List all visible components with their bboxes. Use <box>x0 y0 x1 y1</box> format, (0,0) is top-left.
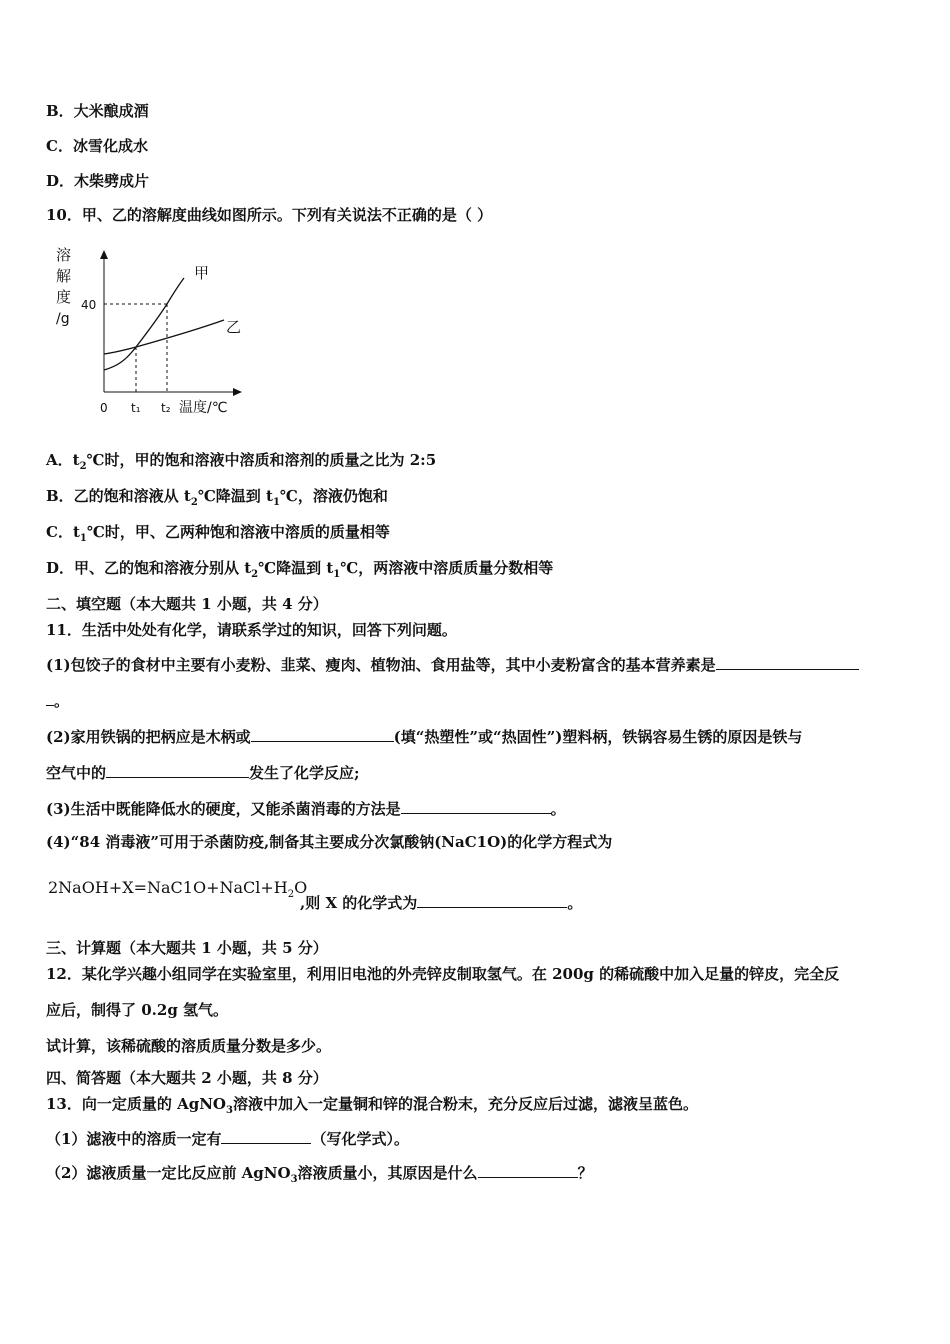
answer-blank[interactable] <box>46 690 54 706</box>
option-d-q9: D．木柴劈成片 <box>46 172 150 190</box>
y-tick-40: 40 <box>81 298 97 312</box>
answer-blank[interactable] <box>401 798 551 814</box>
option-b-q9: B．大米酿成酒 <box>46 102 149 120</box>
question-10-stem: 10．甲、乙的溶解度曲线如图所示。下列有关说法不正确的是（ ） <box>46 206 493 224</box>
question-12-line-1: 12．某化学兴趣小组同学在实验室里，利用旧电池的外壳锌皮制取氢气。在 200g 的稀硫酸中加入足量的锌皮，完全反 <box>46 965 840 983</box>
answer-blank[interactable] <box>251 726 394 742</box>
question-13-stem: 13．向一定质量的 AgNO$_3$溶液中加入一定量铜和锌的混合粉末，充分反应后过滤，滤液呈蓝色。 <box>46 1095 698 1116</box>
section-3-heading: 三、计算题（本大题共 1 小题，共 5 分） <box>46 939 328 957</box>
q11-part-4: (4)“84 消毒液”可用于杀菌防疫,制备其主要成分次氯酸钠(NaC1O)的化学方程式为 <box>46 833 613 851</box>
answer-blank[interactable] <box>106 762 249 778</box>
t1-label: t₁ <box>131 401 141 415</box>
section-4-heading: 四、简答题（本大题共 2 小题，共 8 分） <box>46 1069 328 1087</box>
q11-part-2-cont: 空气中的 发生了化学反应; <box>46 764 360 782</box>
chemical-equation: $2NaOH+X=NaC1O+NaCl+H_2O$ <box>48 878 308 901</box>
question-11-stem: 11．生活中处处有化学，请联系学过的知识，回答下列问题。 <box>46 621 457 639</box>
y-label-unit: /g <box>56 311 70 327</box>
section-2-heading: 二、填空题（本大题共 1 小题，共 4 分） <box>46 595 328 613</box>
curve-yi <box>104 320 224 354</box>
x-axis-arrow <box>233 388 242 396</box>
answer-blank[interactable] <box>221 1128 311 1144</box>
answer-blank[interactable] <box>417 892 567 908</box>
q10-option-a: A．$t_2℃$时，甲的饱和溶液中溶质和溶剂的质量之比为 2:5 <box>46 451 437 472</box>
y-label-char-2: 解 <box>56 267 72 285</box>
curve-yi-label: 乙 <box>226 318 242 336</box>
curve-jia <box>104 278 184 370</box>
q13-part-2: （2）滤液质量一定比反应前 AgNO$_3$溶液质量小，其原因是什么 ？ <box>46 1164 593 1185</box>
q10-option-b: B．乙的饱和溶液从 $t_2℃$降温到 $t_1℃$，溶液仍饱和 <box>46 487 388 508</box>
option-c-q9: C．冰雪化成水 <box>46 137 148 155</box>
y-label-char-3: 度 <box>56 288 72 306</box>
answer-blank[interactable] <box>478 1162 578 1178</box>
q11-part-2: (2)家用铁锅的把柄应是木柄或 (填“热塑性”或“热固性”)塑料柄，铁锅容易生锈的原因是铁与 <box>46 728 803 746</box>
x-axis-label: 温度/℃ <box>179 400 228 416</box>
q11-part-1-end: 。 <box>46 690 69 711</box>
curve-jia-label: 甲 <box>194 264 210 282</box>
question-12-line-3: 试计算，该稀硫酸的溶质质量分数是多少。 <box>46 1037 332 1055</box>
answer-blank[interactable] <box>716 654 859 670</box>
y-axis-arrow <box>100 250 108 259</box>
q10-option-d: D．甲、乙的饱和溶液分别从 $t_2℃$降温到 $t_1℃$，两溶液中溶质质量分数相等 <box>46 559 554 580</box>
question-12-line-2: 应后，制得了 0.2g 氢气。 <box>46 1001 229 1019</box>
q10-option-c: C．$t_1℃$时，甲、乙两种饱和溶液中溶质的质量相等 <box>46 523 390 544</box>
q11-part-4-question: ,则 X 的化学式为 。 <box>300 894 583 912</box>
q13-part-1: （1）滤液中的溶质一定有 （写化学式）。 <box>46 1130 409 1148</box>
origin-label: 0 <box>100 401 108 415</box>
solubility-graph <box>46 242 256 422</box>
q11-part-3: (3)生活中既能降低水的硬度，又能杀菌消毒的方法是 。 <box>46 800 566 818</box>
t2-label: t₂ <box>161 401 171 415</box>
y-label-char-1: 溶 <box>56 246 72 264</box>
q11-part-1: (1)包饺子的食材中主要有小麦粉、韭菜、瘦肉、植物油、食用盐等，其中小麦粉富含的基本营养素是 <box>46 654 859 675</box>
